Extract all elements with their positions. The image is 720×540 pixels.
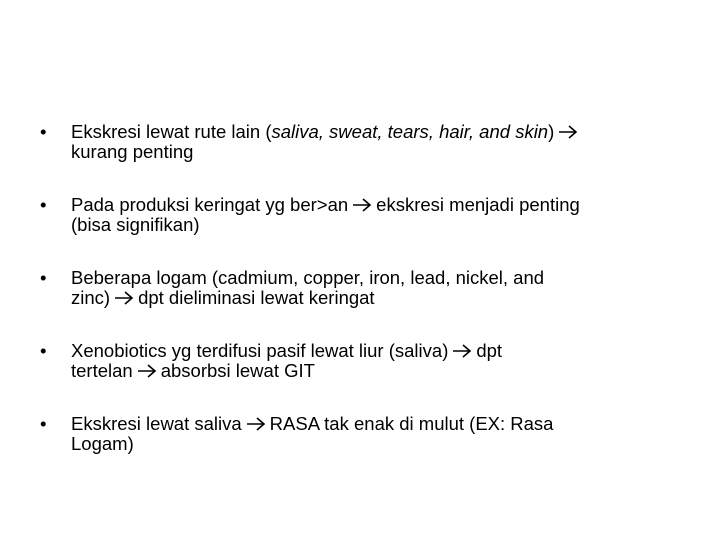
bullet-2-text-a: Pada produksi keringat yg ber>an (71, 194, 349, 215)
bullet-3-line-1: Beberapa logam (cadmium, copper, iron, lead, nickel, and (71, 267, 545, 288)
bullet-5-line-1 (71, 414, 690, 434)
bullet-1-text-a: Ekskresi lewat rute lain ( (71, 121, 272, 142)
bullet-1-italic-text: saliva, sweat, tears, hair, and skin (271, 121, 549, 142)
bullet-2-line-1 (71, 195, 690, 215)
bullet-dot: • (40, 194, 47, 215)
right-arrow-icon (351, 197, 373, 213)
bullet-item-3 (40, 268, 690, 308)
bullet-1-line-2: kurang penting (71, 141, 194, 162)
bullet-4-line-2 (71, 361, 690, 381)
right-arrow-icon (557, 124, 579, 140)
bullet-dot: • (40, 413, 47, 434)
bullet-4-text-d: absorbsi lewat GIT (160, 360, 315, 381)
bullet-item-2 (40, 195, 690, 235)
bullet-item-1 (40, 122, 690, 162)
right-arrow-icon (245, 416, 267, 432)
bullet-5-line-2: Logam) (71, 433, 134, 454)
bullet-4-text-a: Xenobiotics yg terdifusi pasif lewat liur (saliva) (71, 340, 449, 361)
right-arrow-icon (451, 343, 473, 359)
bullet-item-4 (40, 341, 690, 381)
bullet-2-line-2: (bisa signifikan) (71, 214, 200, 235)
bullet-2-text-b: ekskresi menjadi penting (376, 194, 580, 215)
right-arrow-icon (113, 290, 135, 306)
bullet-dot: • (40, 267, 47, 288)
bullet-1-text-b: ) (548, 121, 555, 142)
bullet-3-text-a: zinc) (71, 287, 111, 308)
bullet-list (40, 122, 690, 454)
bullet-item-5 (40, 414, 690, 454)
bullet-5-text-b: RASA tak enak di mulut (EX: Rasa (269, 413, 554, 434)
bullet-4-text-b: dpt (476, 340, 503, 361)
bullet-1-line-1 (71, 122, 690, 142)
bullet-4-line-1 (71, 341, 690, 361)
bullet-dot: • (40, 121, 47, 142)
bullet-3-line-2 (71, 288, 690, 308)
bullet-dot: • (40, 340, 47, 361)
bullet-4-text-c: tertelan (71, 360, 133, 381)
right-arrow-icon (136, 363, 158, 379)
bullet-5-text-a: Ekskresi lewat saliva (71, 413, 242, 434)
bullet-3-text-b: dpt dieliminasi lewat keringat (138, 287, 375, 308)
